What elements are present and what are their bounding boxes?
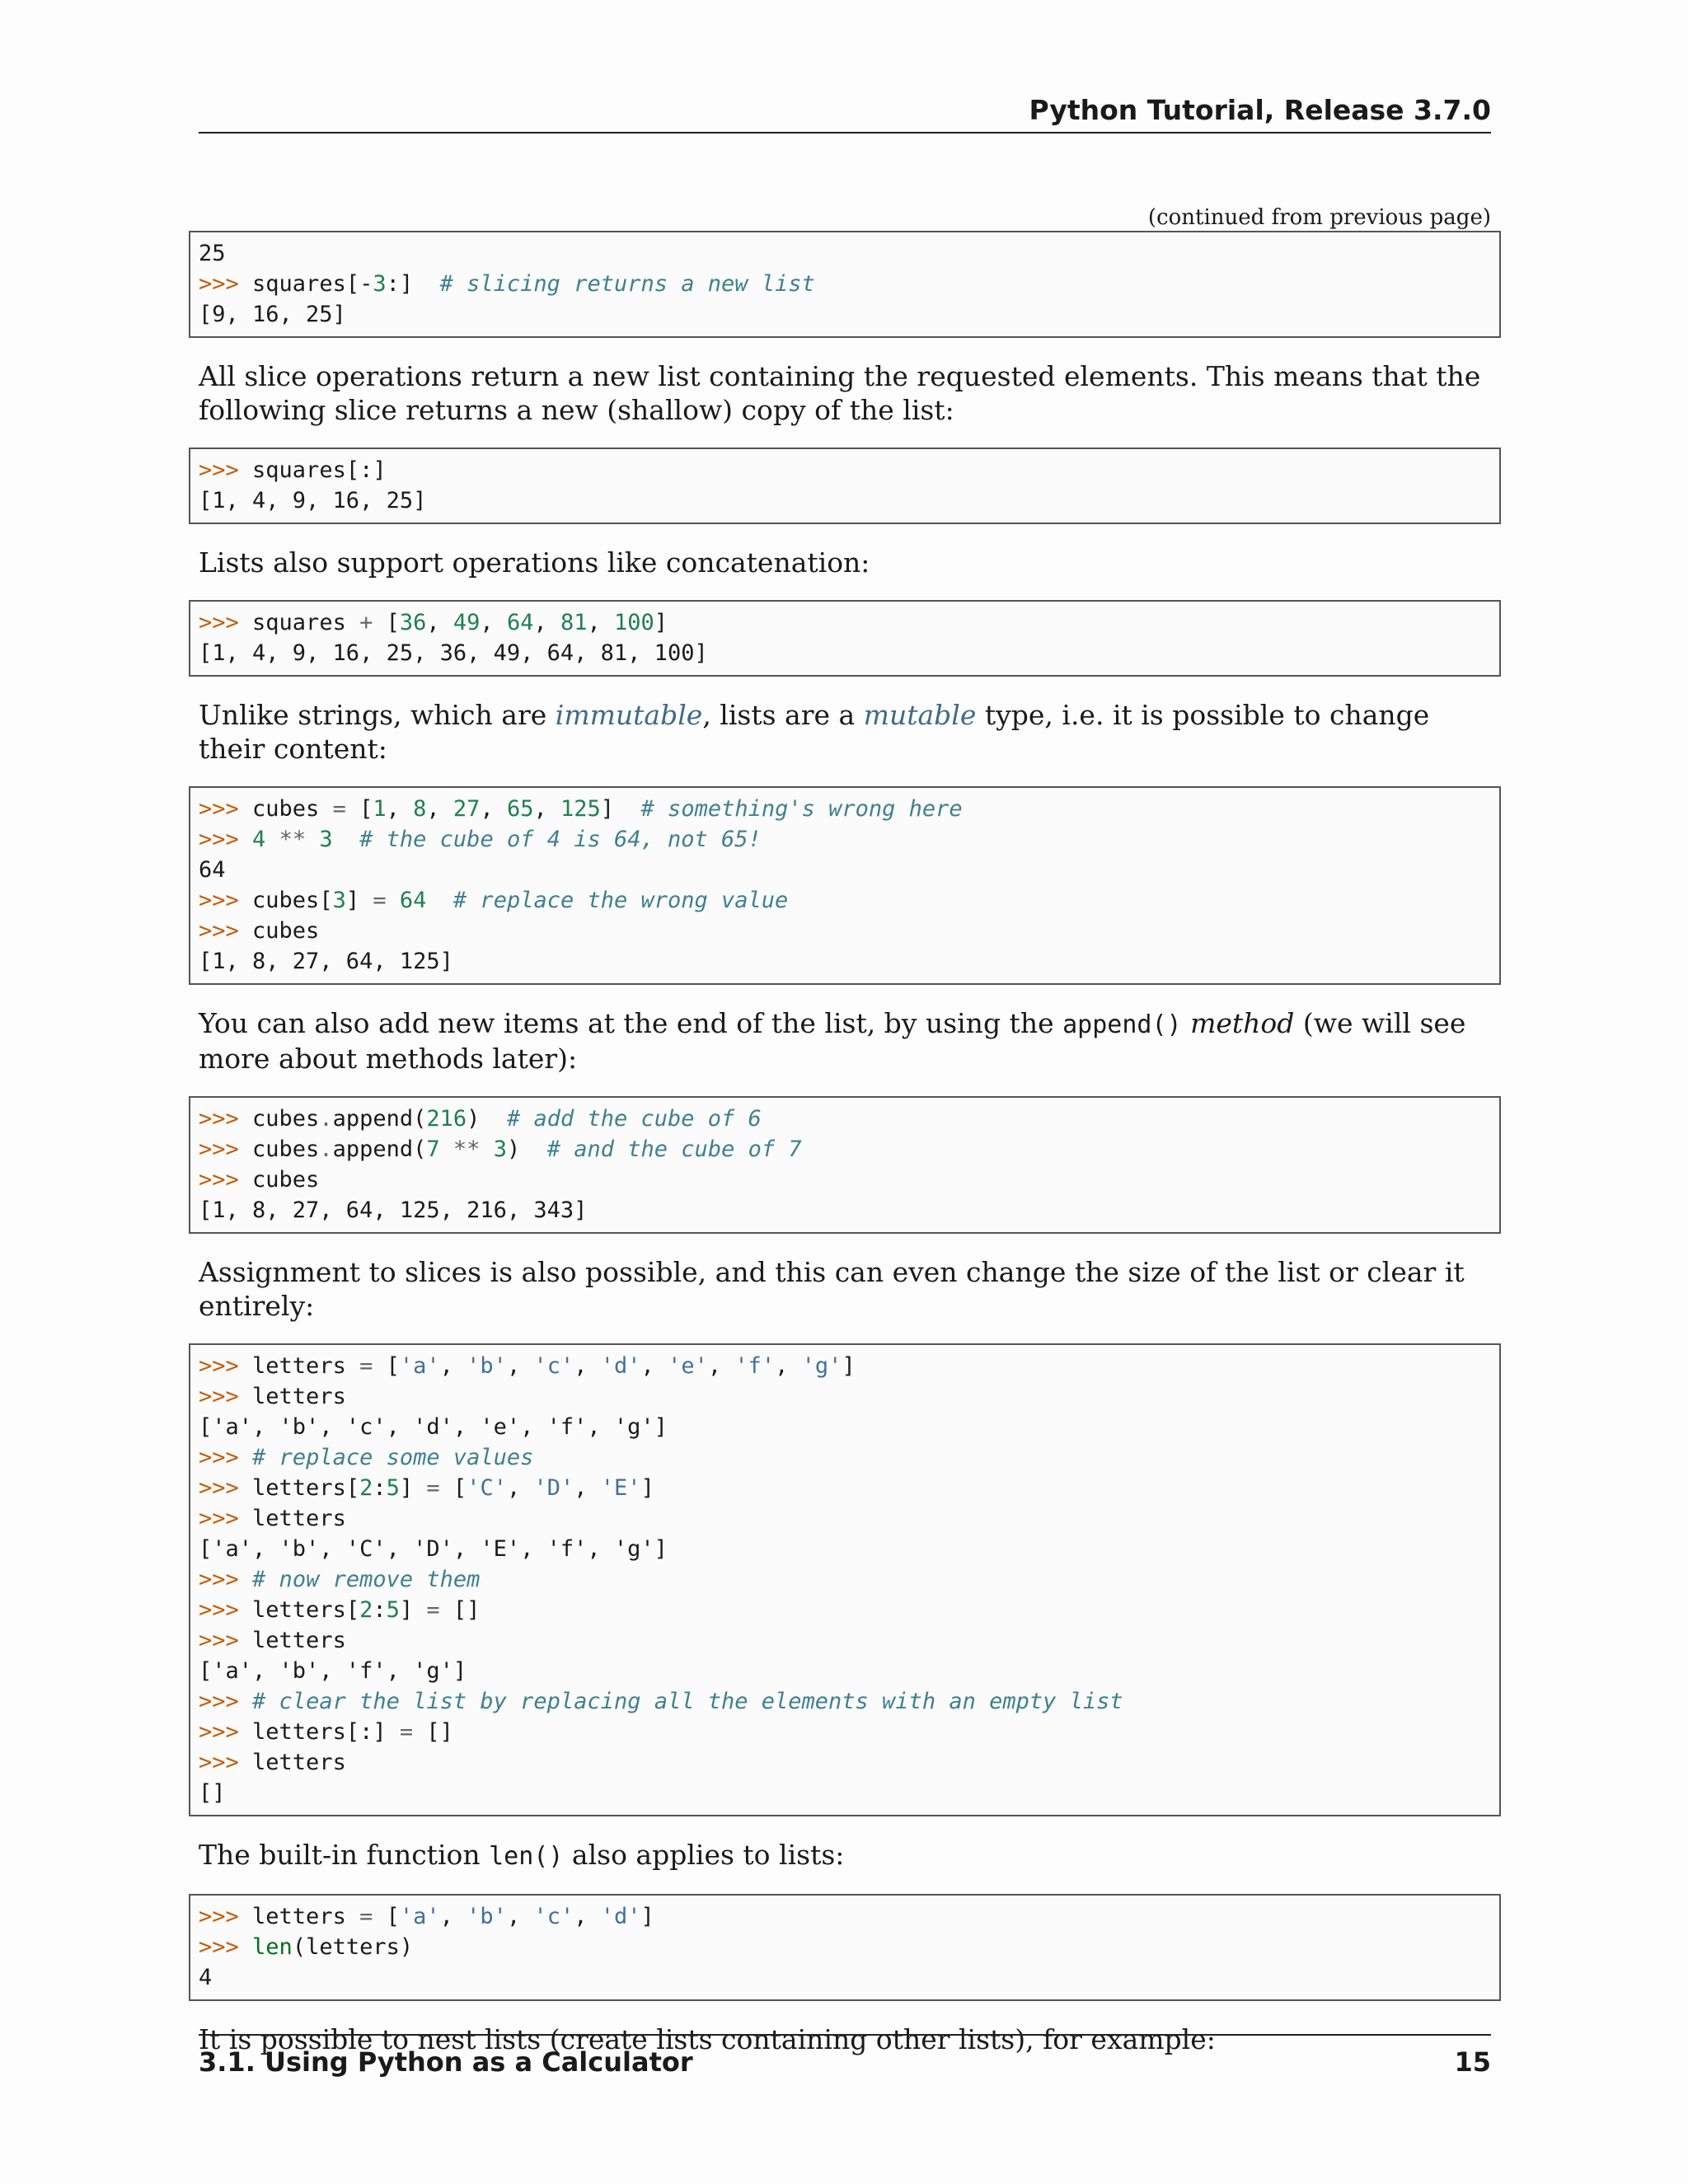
code-token-num: 49 (452, 610, 481, 635)
code-token-str: 'c' (533, 1904, 574, 1929)
code-token (239, 827, 252, 852)
code-token: ] (399, 1475, 427, 1501)
immutable-link[interactable]: immutable (555, 699, 703, 731)
code-line (199, 855, 1491, 885)
method-term: method (1190, 1007, 1295, 1039)
code-token-num: 3 (493, 1137, 507, 1162)
code-token: [ (373, 610, 400, 635)
code-token-prompt: >>> (199, 1934, 239, 1960)
code-token-prompt: >>> (199, 1353, 239, 1379)
code-token: ['a', 'b', 'C', 'D', 'E', 'f', 'g'] (199, 1536, 668, 1562)
code-token: squares[:] (238, 457, 387, 483)
code-token-op: = (359, 1353, 373, 1379)
code-line (199, 1656, 1491, 1686)
code-line (199, 1747, 1491, 1778)
code-token: , (439, 1353, 467, 1379)
code-token: , (775, 1353, 802, 1379)
code-block (189, 1096, 1501, 1234)
code-token-prompt: >>> (199, 1750, 239, 1775)
mutable-link[interactable]: mutable (863, 699, 977, 731)
code-token: append( (332, 1137, 427, 1162)
code-token: [] (439, 1597, 481, 1623)
code-token-str: 'c' (533, 1353, 574, 1379)
code-token-prompt: >>> (199, 271, 239, 297)
code-token-str: 'D' (533, 1475, 574, 1501)
running-footer (199, 2034, 1491, 2080)
code-token-num: 2 (359, 1475, 373, 1501)
code-token-prompt: >>> (199, 1137, 239, 1162)
code-token-prompt: >>> (199, 1567, 239, 1592)
code-token-prompt: >>> (199, 888, 239, 913)
code-token: letters[ (238, 1475, 360, 1501)
code-token-op: = (332, 796, 346, 822)
code-token: letters[:] (238, 1719, 400, 1745)
code-token: 25 (199, 241, 226, 266)
code-token (387, 888, 400, 913)
code-token: , (480, 796, 507, 822)
code-token-str: 'E' (600, 1475, 641, 1501)
text-span: Unlike strings, which are (199, 699, 556, 731)
code-token: , (480, 610, 507, 635)
code-token-num: 5 (386, 1597, 400, 1623)
code-token-com: # slicing returns a new list (439, 271, 815, 297)
code-token: ] (640, 1904, 654, 1929)
code-line (199, 1412, 1491, 1442)
code-token: cubes (238, 1137, 320, 1162)
code-block (189, 1343, 1501, 1816)
code-line (199, 1686, 1491, 1717)
code-line (199, 1932, 1491, 1962)
code-token-num: 65 (506, 796, 534, 822)
code-token-str: 'C' (467, 1475, 507, 1501)
code-token: [1, 4, 9, 16, 25, 36, 49, 64, 81, 100] (199, 640, 708, 666)
code-line (199, 607, 1491, 638)
code-token: [] (413, 1719, 453, 1745)
code-line (199, 1381, 1491, 1412)
page (199, 0, 1491, 2184)
code-token-prompt: >>> (199, 827, 239, 852)
code-token: squares (238, 271, 346, 297)
code-block (189, 231, 1501, 338)
running-header (199, 92, 1491, 134)
code-token: , (574, 1475, 601, 1501)
code-line (199, 299, 1491, 330)
code-token-op: = (426, 1597, 440, 1623)
code-token-op: = (359, 1904, 373, 1929)
code-token: , (574, 1353, 601, 1379)
code-token-num: 100 (614, 610, 654, 635)
code-token-num: 5 (386, 1475, 400, 1501)
code-token: letters (238, 1904, 360, 1929)
code-token-num: 3 (332, 888, 346, 913)
code-token-str: 'd' (600, 1904, 641, 1929)
code-line (199, 1962, 1491, 1993)
code-token-prompt: >>> (199, 796, 239, 822)
code-token-num: 125 (560, 796, 601, 822)
code-token: letters (238, 1506, 346, 1531)
code-token: [1, 4, 9, 16, 25] (199, 488, 427, 513)
code-token-com: # replace the wrong value (452, 888, 789, 913)
code-line (199, 824, 1491, 855)
code-line (199, 1778, 1491, 1808)
text-span: (we will see more about methods later): (199, 1007, 1466, 1075)
code-token-prompt: >>> (199, 1506, 239, 1531)
code-token-str: 'f' (734, 1353, 776, 1379)
code-token-builtin: len (252, 1934, 293, 1960)
code-token-prompt: >>> (199, 1445, 239, 1470)
code-token-str: 'a' (399, 1904, 440, 1929)
code-line (199, 1503, 1491, 1534)
code-token: ['a', 'b', 'c', 'd', 'e', 'f', 'g'] (199, 1414, 668, 1440)
code-token-com: # clear the list by replacing all the elements with an empty list (252, 1689, 1123, 1714)
code-block (189, 786, 1501, 985)
inline-code: len() (489, 1842, 564, 1871)
code-token: ] (654, 610, 668, 635)
code-token: cubes (238, 1106, 320, 1132)
code-token: [ (345, 796, 373, 822)
code-token: ['a', 'b', 'f', 'g'] (199, 1658, 467, 1684)
code-token-prompt: >>> (199, 918, 239, 944)
code-token-prompt: >>> (199, 1167, 239, 1193)
footer-section: 3.1. Using Python as a Calculator (199, 2046, 693, 2078)
code-token-str: 'b' (467, 1353, 507, 1379)
code-line (199, 1625, 1491, 1656)
code-token-com: # something's wrong here (640, 796, 963, 822)
code-token-com: # add the cube of 6 (506, 1106, 762, 1132)
code-token: ) (467, 1106, 507, 1132)
paragraph (199, 1838, 1491, 1873)
code-token: , (426, 610, 453, 635)
code-line (199, 1351, 1491, 1381)
code-token: letters (238, 1628, 346, 1653)
code-token (239, 1934, 252, 1960)
code-line (199, 1195, 1491, 1226)
code-token: :] (386, 271, 440, 297)
code-token-num: 1 (373, 796, 387, 822)
code-token-op: . (319, 1137, 333, 1162)
code-token-prompt: >>> (199, 1475, 239, 1501)
code-line (199, 1134, 1491, 1165)
code-token: letters (238, 1750, 346, 1775)
page-number: 15 (1454, 2046, 1491, 2078)
paragraph (199, 698, 1491, 766)
code-token: [1, 8, 27, 64, 125, 216, 343] (199, 1197, 588, 1223)
code-token: [1, 8, 27, 64, 125] (199, 949, 453, 974)
code-token: cubes (238, 1167, 320, 1193)
code-token-str: 'b' (467, 1904, 507, 1929)
code-token: [] (199, 1780, 226, 1806)
code-line (199, 638, 1491, 668)
code-token-prompt: >>> (199, 1106, 239, 1132)
code-line (199, 1901, 1491, 1932)
code-block (189, 448, 1501, 524)
text-span: type, i.e. it is possible to change their content: (199, 699, 1430, 765)
code-line (199, 238, 1491, 269)
code-token-str: 'e' (668, 1353, 708, 1379)
code-token (265, 827, 279, 852)
code-token: : (373, 1597, 387, 1623)
code-token-op: . (319, 1106, 333, 1132)
code-token: letters (238, 1353, 360, 1379)
code-token: cubes[ (238, 888, 333, 913)
code-token-num: 27 (452, 796, 481, 822)
code-token: , (439, 1904, 467, 1929)
code-token (239, 1689, 252, 1714)
code-token: , (707, 1353, 735, 1379)
code-token: letters (238, 1384, 346, 1409)
code-line (199, 1564, 1491, 1595)
code-block (189, 600, 1501, 677)
code-token-num: 2 (359, 1597, 373, 1623)
code-token: ] (399, 1597, 427, 1623)
code-token: append( (332, 1106, 427, 1132)
code-token: ] (600, 796, 641, 822)
code-token-str: 'a' (399, 1353, 440, 1379)
code-line (199, 1473, 1491, 1503)
code-token: ] (640, 1475, 654, 1501)
code-token-num: 64 (399, 888, 427, 913)
code-token-num: 3 (373, 271, 387, 297)
text-span: also applies to lists: (563, 1839, 845, 1871)
code-token (239, 1567, 252, 1592)
code-token: [ (373, 1353, 400, 1379)
code-token-op: = (399, 1719, 414, 1745)
code-token: , (533, 796, 560, 822)
code-token: (letters) (292, 1934, 414, 1960)
code-token-prompt: >>> (199, 1628, 239, 1653)
code-token-com: # and the cube of 7 (546, 1137, 802, 1162)
continued-note: (continued from previous page) (1147, 205, 1491, 230)
paragraph: It is possible to nest lists (create lists containing other lists), for example: (199, 2023, 1216, 2055)
code-token-str: 'd' (600, 1353, 641, 1379)
code-token-prompt: >>> (199, 1904, 239, 1929)
code-token-num: 64 (506, 610, 534, 635)
code-token: , (506, 1904, 534, 1929)
code-token-op: ** (279, 827, 307, 852)
code-line (199, 1595, 1491, 1625)
code-token-op: = (373, 888, 387, 913)
code-line (199, 269, 1491, 299)
code-token: , (506, 1475, 534, 1501)
code-token (426, 888, 453, 913)
code-token: , (640, 1353, 668, 1379)
code-line (199, 946, 1491, 977)
code-token-op: = (426, 1475, 440, 1501)
code-token: ) (506, 1137, 547, 1162)
code-block (189, 1894, 1501, 2001)
code-token-prompt: >>> (199, 1719, 239, 1745)
code-line (199, 1165, 1491, 1195)
code-line (199, 485, 1491, 516)
paragraph (199, 1006, 1491, 1076)
code-token: squares (238, 610, 360, 635)
code-token-str: 'g' (801, 1353, 842, 1379)
code-line (199, 885, 1491, 916)
paragraph: Assignment to slices is also possible, and this can even change the size of the list or clear it entirely: (199, 1256, 1465, 1322)
code-line (199, 794, 1491, 824)
code-token-op: + (359, 610, 373, 635)
code-token-num: 81 (560, 610, 588, 635)
code-token-num: 216 (426, 1106, 467, 1132)
text-span: You can also add new items at the end of the list, by using the (199, 1007, 1063, 1039)
code-token: , (426, 796, 453, 822)
code-token (239, 1445, 252, 1470)
code-token-com: # now remove them (252, 1567, 481, 1592)
code-token: , (574, 1904, 601, 1929)
code-token: [9, 16, 25] (199, 302, 346, 327)
code-token: : (373, 1475, 387, 1501)
code-token-num: 7 (426, 1137, 440, 1162)
code-token-prompt: >>> (199, 1689, 239, 1714)
code-token-com: # replace some values (252, 1445, 534, 1470)
code-line (199, 1104, 1491, 1134)
code-token: cubes (238, 796, 333, 822)
code-token: [ (373, 1904, 400, 1929)
code-line (199, 1534, 1491, 1564)
code-token-prompt: >>> (199, 1597, 239, 1623)
code-token-num: 4 (252, 827, 266, 852)
paragraph: All slice operations return a new list containing the requested elements. This means that the following slice returns a new (shallow) copy of the list: (199, 360, 1481, 426)
paragraph: Lists also support operations like concatenation: (199, 546, 870, 579)
header-title: Python Tutorial, Release 3.7.0 (1029, 94, 1491, 126)
code-token: , (533, 610, 560, 635)
code-token: letters[ (238, 1597, 360, 1623)
text-span (1182, 1007, 1191, 1039)
code-token-num: 8 (413, 796, 427, 822)
code-token-com: # the cube of 4 is 64, not 65! (359, 827, 762, 852)
code-token: [ (439, 1475, 467, 1501)
code-token-prompt: >>> (199, 1384, 239, 1409)
code-token: 4 (199, 1965, 213, 1990)
code-token: , (386, 796, 414, 822)
inline-code: append() (1062, 1010, 1182, 1039)
code-token (333, 827, 360, 852)
code-token: 64 (199, 857, 226, 883)
code-token-prompt: >>> (199, 457, 239, 483)
code-token: cubes (238, 918, 320, 944)
code-token: [- (345, 271, 373, 297)
code-token (306, 827, 319, 852)
code-line (199, 916, 1491, 946)
code-token: , (587, 610, 614, 635)
code-token (480, 1137, 493, 1162)
code-token: ] (345, 888, 373, 913)
code-token-op: ** (452, 1137, 481, 1162)
code-line (199, 1717, 1491, 1747)
code-line (199, 455, 1491, 485)
text-span: , lists are a (702, 699, 864, 731)
code-token (440, 1137, 453, 1162)
page-content (199, 198, 1491, 2077)
code-token-num: 3 (319, 827, 333, 852)
code-line (199, 1442, 1491, 1473)
code-token-prompt: >>> (199, 610, 239, 635)
code-token: , (506, 1353, 534, 1379)
code-token: ] (842, 1353, 856, 1379)
code-token-num: 36 (399, 610, 427, 635)
text-span: The built-in function (199, 1839, 490, 1871)
